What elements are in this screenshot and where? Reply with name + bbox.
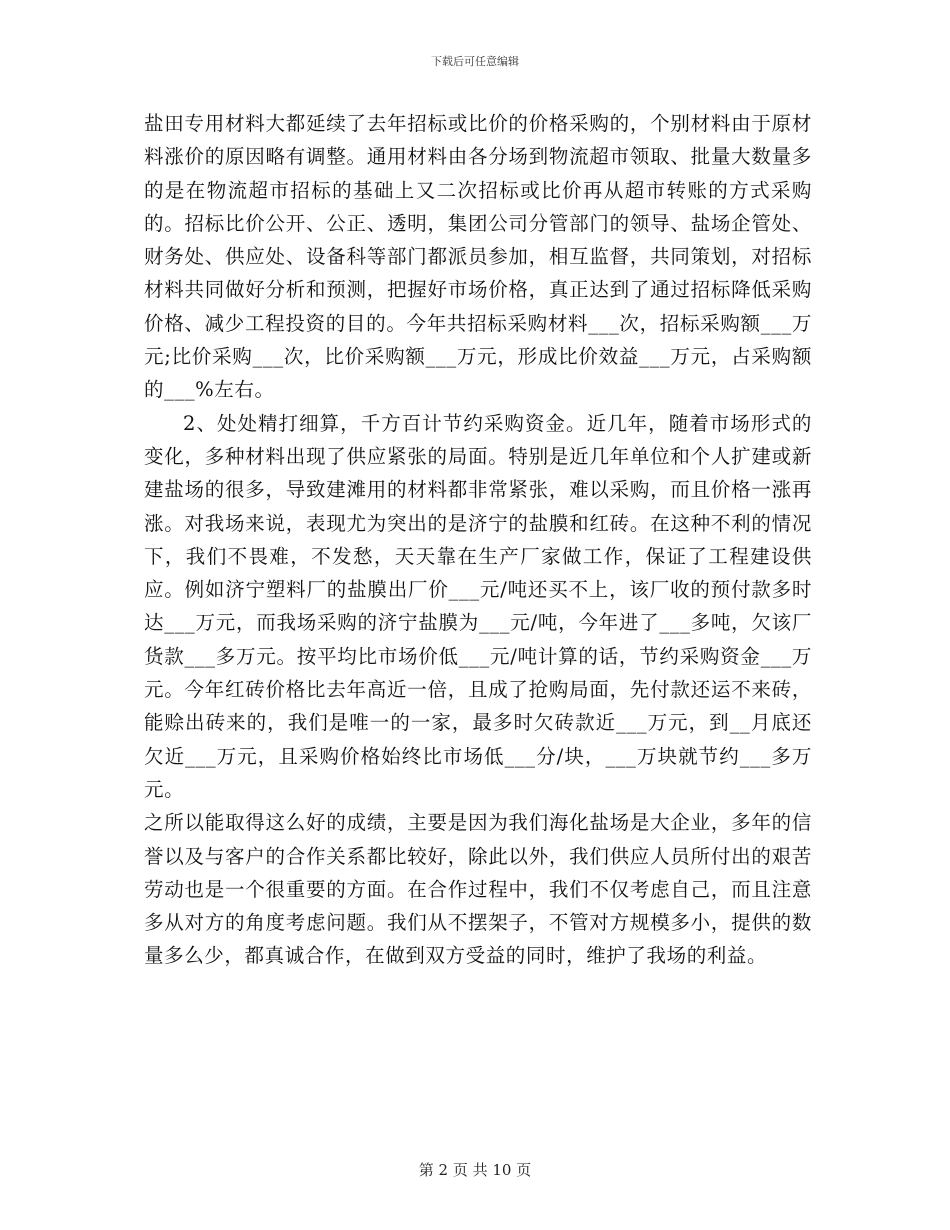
page-number: 第 2 页 共 10 页 — [418, 1161, 532, 1179]
paragraph-achievements: 之所以能取得这么好的成绩，主要是因为我们海化盐场是大企业，多年的信誉以及与客户的合作关系都比较好，除此以外，我们供应人员所付出的艰苦劳动也是一个很重要的方面。在合作过程中，我们不仅考虑自己，而且注意多从对方的角度考虑问题。我们从不摆架子，不管对方规模多小，提供的数量多么少，都真诚合作，在做到双方受益的同时，维护了我场的利益。 — [144, 811, 812, 968]
document-body — [144, 107, 812, 973]
paragraph-saving-funds: 2、处处精打细算，千方百计节约采购资金。近几年，随着市场形式的变化，多种材料出现了供应紧张的局面。特别是近几年单位和个人扩建或新建盐场的很多，导致建滩用的材料都非常紧张，难以采购，而且价格一涨再涨。对我场来说，表现尤为突出的是济宁的盐膜和红砖。在这种不利的情况下，我们不畏难，不发愁，天天靠在生产厂家做工作，保证了工程建设供应。例如济宁塑料厂的盐膜出厂价___元/吨还买不上，该厂收的预付款多时达___万元，而我场采购的济宁盐膜为___元/吨，今年进了___多吨，欠该厂货款___多万元。按平均比市场价低___元/吨计算的话，节约采购资金___万元。今年红砖价格比去年高近一倍，且成了抢购局面，先付款还运不来砖，能赊出砖来的，我们是唯一的一家，最多时欠砖款近___万元，到__月底还欠近___万元，且采购价格始终比市场低___分/块，___万块就节约___多万元。 — [144, 411, 812, 801]
page-header: 下载后可任意编辑 — [431, 55, 519, 68]
paragraph-procurement-bidding: 盐田专用材料大都延续了去年招标或比价的价格采购的，个别材料由于原材料涨价的原因略有调整。通用材料由各分场到物流超市领取、批量大数量多的是在物流超市招标的基础上又二次招标或比价再从超市转账的方式采购的。招标比价公开、公正、透明，集团公司分管部门的领导、盐场企管处、财务处、供应处、设备科等部门都派员参加，相互监督，共同策划，对招标材料共同做好分析和预测，把握好市场价格，真正达到了通过招标降低采购价格、减少工程投资的目的。今年共招标采购材料___次，招标采购额___万元;比价采购___次，比价采购额___万元，形成比价效益___万元，占采购额的___%左右。 — [144, 112, 812, 402]
